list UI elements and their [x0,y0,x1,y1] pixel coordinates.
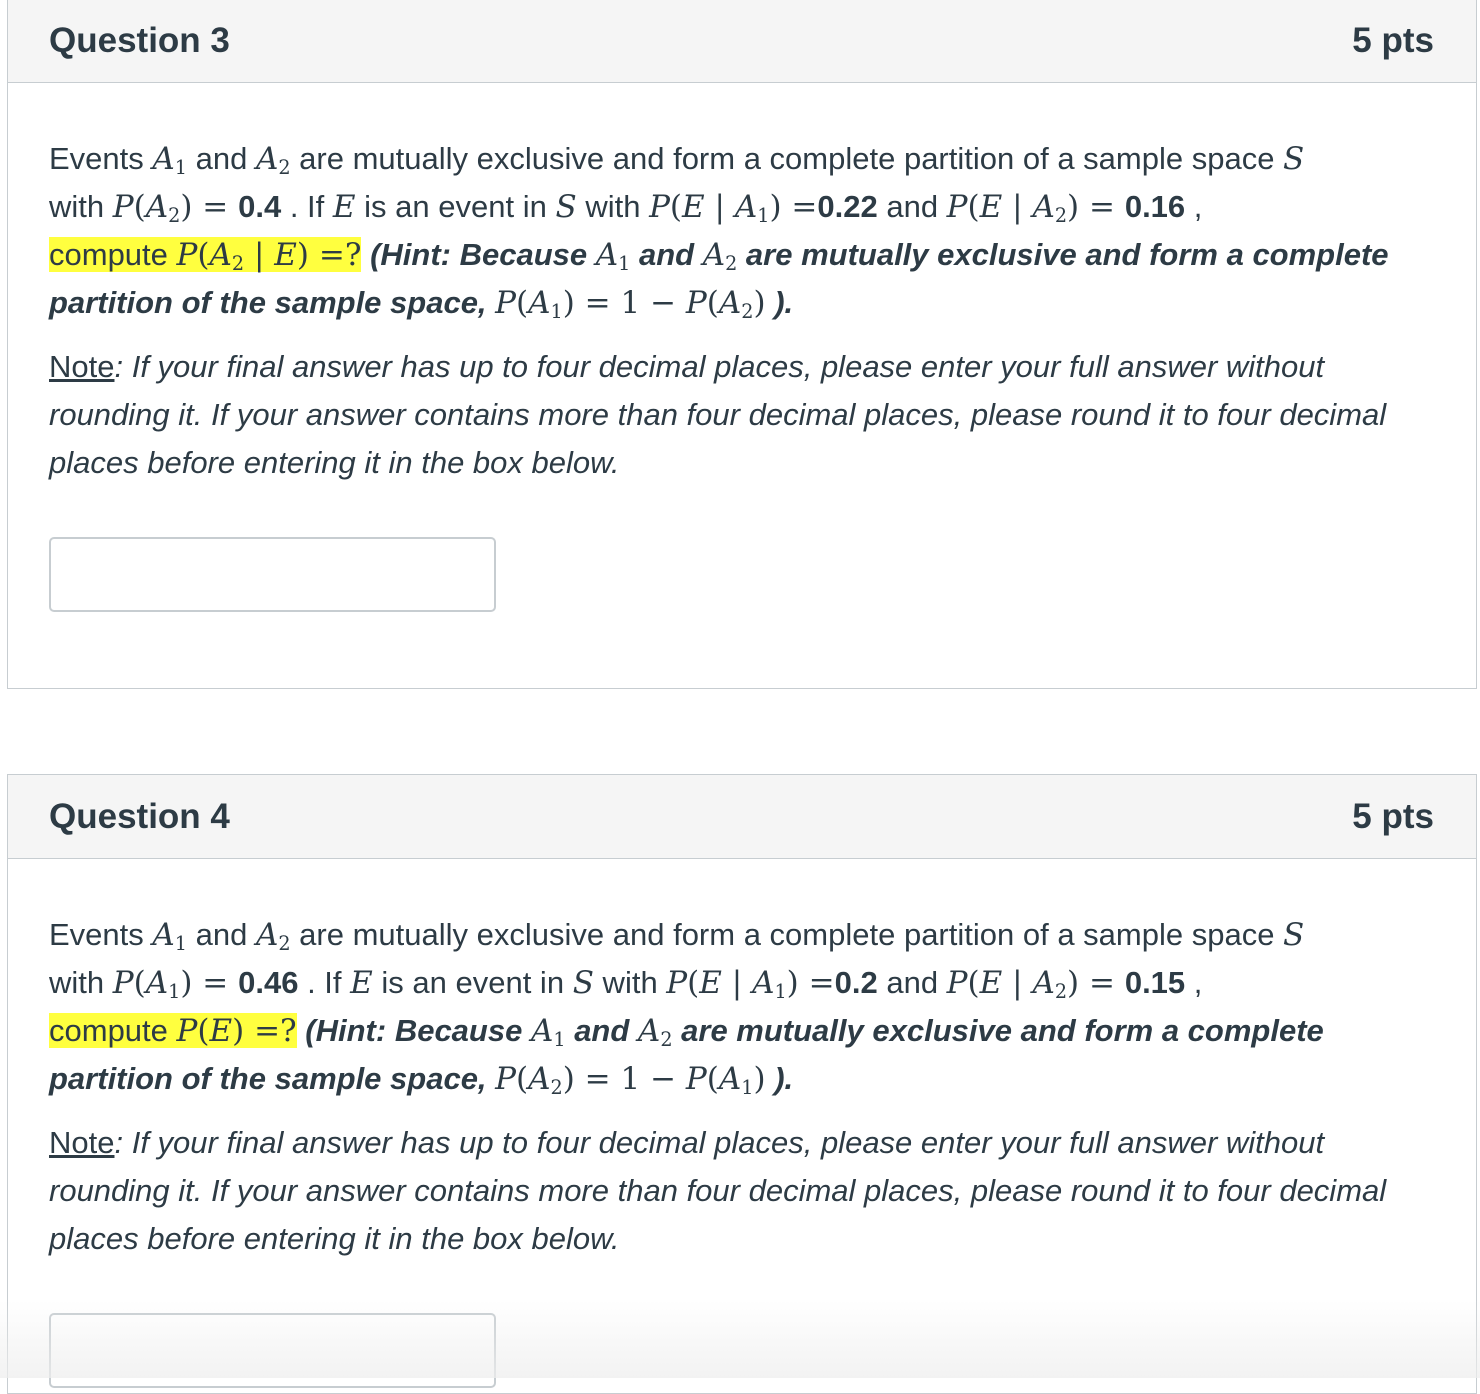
question-title: Question 3 [49,20,230,60]
note-text: Note: If your final answer has up to four decimal places, please enter your full answer without rounding it. If your answer contains more than four decimal places, please round it to four decimal places before entering it in the box below. [49,1125,1387,1256]
question-text: Events $A_1$ and $A_2$ are mutually exclusive and form a complete partition of a sample space S with $P(A_2) = 0.4$ . If E is an event in S with P(E | $A_1) =0.22$ and P(E | $A_2) = 0.16$ , compute $P(A_2$ | E) =? (Hint: Because $A_1$ and $A_2$ are mutually exclusive and form a complete partition of the sample space, $P(A_1) = 1 - P(A_2)$ ). [49,141,1389,323]
answer-input[interactable] [49,537,496,612]
question-body [8,859,1476,1388]
note-text: Note: If your final answer has up to four decimal places, please enter your full answer without rounding it. If your answer contains more than four decimal places, please round it to four decimal places before entering it in the box below. [49,349,1387,480]
question-title: Question 4 [49,796,230,836]
question-points: 5 pts [1352,20,1434,60]
question-header [8,0,1476,83]
highlighted-task: compute P(E) =? [49,1013,297,1049]
question-text: Events $A_1$ and $A_2$ are mutually exclusive and form a complete partition of a sample space S with $P(A_1) = 0.46$ . If E is an event in S with P(E | $A_1) =0.2$ and P(E | $A_2) = 0.15$ , compute P(E) =? (Hint: Because $A_1$ and $A_2$ are mutually exclusive and form a complete partition of the sample space, $P(A_2) = 1 - P(A_1)$ ). [49,917,1324,1099]
question-4 [7,774,1477,1394]
hint-text: (Hint: Because $A_1$ and $A_2$ are mutually exclusive and form a complete partition of the sample space, $P(A_1) = 1 - P(A_2)$ ). [49,237,1389,323]
highlighted-task: compute $P(A_2$ | E) =? [49,237,362,275]
question-3 [7,0,1477,689]
answer-input[interactable] [49,1313,496,1388]
question-header [8,775,1476,859]
hint-text: (Hint: Because $A_1$ and $A_2$ are mutually exclusive and form a complete partition of the sample space, $P(A_2) = 1 - P(A_1)$ ). [49,1013,1324,1099]
question-body [8,83,1476,612]
question-points: 5 pts [1352,796,1434,836]
